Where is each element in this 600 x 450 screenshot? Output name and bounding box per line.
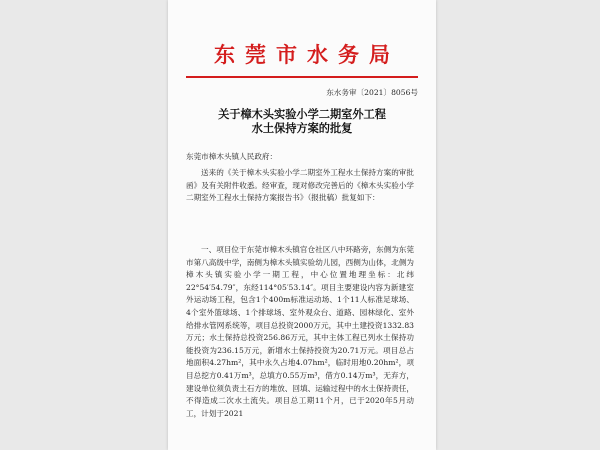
title-line-1: 关于樟木头实验小学二期室外工程 bbox=[218, 107, 386, 121]
title-line-2: 水土保持方案的批复 bbox=[251, 121, 353, 135]
document-number: 东水务审〔2021〕8056号 bbox=[326, 88, 418, 97]
addressee: 东莞市樟木头镇人民政府： bbox=[186, 152, 278, 161]
body-paragraph-1: 送来的《关于樟木头实验小学二期室外工程水土保持方案的审批函》及有关附件收悉。经审查，现对修改完善后的《樟木头实验小学二期室外工程水土保持方案报告书》（报批稿）批复如下： bbox=[186, 168, 414, 203]
document-title bbox=[168, 107, 436, 135]
red-divider-line bbox=[186, 76, 418, 78]
issuer-header: 东莞市水务局 bbox=[214, 43, 400, 67]
document-page bbox=[168, 0, 436, 450]
body-paragraph-2: 一、项目位于东莞市樟木头镇官仓社区八中环路旁，东侧为东莞市第八高级中学，南侧为樟木头镇实验幼儿园，西侧为山体，北侧为樟木头镇实验小学一期工程，中心位置地理坐标：北纬22°54′54.79″，东经114°05′53.14″。项目主要建设内容为新建室外运动场工程，包含1个400m标准运动场、1个11人标准足球场、4个室外篮球场、1个排球场、室外观众台、道路、园林绿化、室外给排水管网系统等，项目总投资2000万元，其中土建投资1332.83万元；水土保持总投资256.86万元，其中主体工程已列水土保持功能投资为236.15万元，新增水土保持投资为20.71万元。项目总占地面积4.27hm²，其中永久占地4.07hm²，临时用地0.20hm²，项目总挖方0.41万m³，总填方0.55万m³，借方0.14万m³，无弃方，建设单位须负责土石方的堆放、回填、运输过程中的水土保持责任，不得造成二次水土流失。项目总工期11个月，已于2020年5月动工，计划于2021 bbox=[186, 245, 414, 418]
